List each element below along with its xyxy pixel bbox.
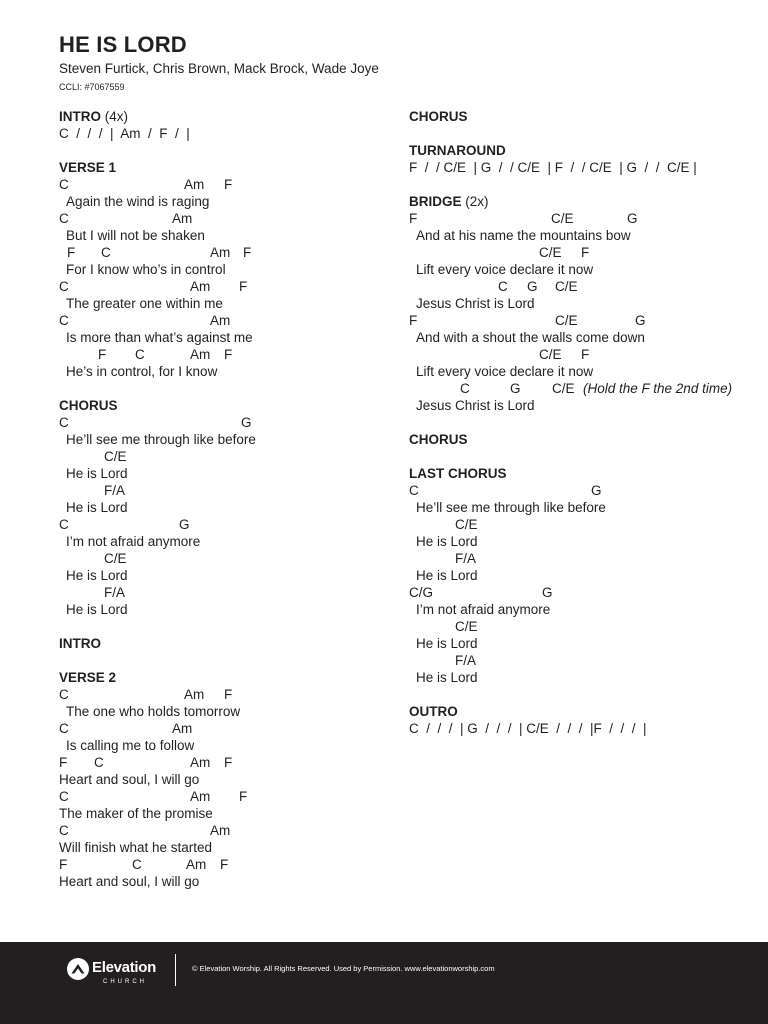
text-line: F / / C/E | G / / C/E | F / / C/E | G / / C/E | <box>409 160 697 175</box>
chord-line <box>59 754 399 771</box>
lyric-line: He is Lord <box>66 500 128 515</box>
chord: C <box>59 415 69 430</box>
chord: G <box>179 517 190 532</box>
chord: C/E <box>104 551 127 566</box>
ccli-number: CCLI: #7067559 <box>59 82 125 92</box>
text-line: Heart and soul, I will go <box>59 874 200 889</box>
chord: F <box>581 347 590 362</box>
chord-line <box>409 584 759 601</box>
chord-line <box>59 482 399 499</box>
chord: Am <box>190 755 211 770</box>
chord-line <box>59 822 399 839</box>
text-line: C / / / | G / / / | C/E / / / |F / / / | <box>409 721 647 736</box>
chord: F <box>224 687 233 702</box>
lyric-line: He is Lord <box>416 534 478 549</box>
lyric-line: He’ll see me through like before <box>416 500 606 515</box>
chord-line <box>59 686 399 703</box>
chord: F <box>239 789 248 804</box>
section-title: CHORUS <box>409 109 468 124</box>
chord: C/E <box>555 313 578 328</box>
chord-line <box>409 380 759 397</box>
song-authors: Steven Furtick, Chris Brown, Mack Brock, Wade Joye <box>59 61 379 76</box>
lyric-line: Jesus Christ is Lord <box>416 296 535 311</box>
elevation-mountain-icon <box>67 958 89 980</box>
chord: G <box>527 279 538 294</box>
section-verse-1 <box>59 159 399 380</box>
chord: F/A <box>455 551 477 566</box>
chord: C/E <box>455 517 478 532</box>
section-title: LAST CHORUS <box>409 466 507 481</box>
lyric-line: The greater one within me <box>66 296 223 311</box>
footer <box>0 942 768 1024</box>
chord: C <box>59 789 69 804</box>
section-title: CHORUS <box>59 398 118 413</box>
left-column <box>59 108 399 907</box>
chord: F <box>224 347 233 362</box>
chord: G <box>241 415 252 430</box>
chord: G <box>635 313 646 328</box>
chord: G <box>591 483 602 498</box>
lyric-line: For I know who’s in control <box>66 262 226 277</box>
section-heading <box>409 703 759 720</box>
chord: C/E <box>551 211 574 226</box>
footer-divider <box>175 954 176 986</box>
chord: C <box>59 211 69 226</box>
lyric-line: The one who holds tomorrow <box>66 704 241 719</box>
chord-line <box>409 550 759 567</box>
text-line: The maker of the promise <box>59 806 213 821</box>
chord: Am <box>172 211 193 226</box>
lyric-line: But I will not be shaken <box>66 228 205 243</box>
chord-line <box>59 516 399 533</box>
chord: Am <box>190 279 211 294</box>
lyric-line: He’ll see me through like before <box>66 432 256 447</box>
chord-line <box>409 278 759 295</box>
chord: C <box>460 381 470 396</box>
chord-line <box>59 856 399 873</box>
chord-line <box>59 414 399 431</box>
chord: F <box>239 279 248 294</box>
section-note: (2x) <box>461 194 489 209</box>
chord: F <box>67 245 76 260</box>
copyright-text: © Elevation Worship. All Rights Reserved. Used by Permission. www.elevationworship.com <box>192 964 495 973</box>
song-title: HE IS LORD <box>59 32 187 57</box>
right-column <box>409 108 759 754</box>
lyric-line: I’m not afraid anymore <box>416 602 551 617</box>
section-chorus <box>409 108 759 125</box>
chord: Am <box>190 789 211 804</box>
chord-line <box>409 346 759 363</box>
section-heading <box>59 397 399 414</box>
chord: F <box>220 857 229 872</box>
section-chorus <box>409 431 759 448</box>
chord: C <box>409 483 419 498</box>
chord: C <box>94 755 104 770</box>
chord: F <box>409 313 418 328</box>
lyric-line: He’s in control, for I know <box>66 364 218 379</box>
section-title: INTRO <box>59 109 101 124</box>
section-heading <box>59 108 399 125</box>
chord-line <box>59 720 399 737</box>
chord: F <box>224 177 233 192</box>
section-intro <box>59 635 399 652</box>
chord: F <box>409 211 418 226</box>
chord: Am <box>210 823 231 838</box>
chord: C <box>101 245 111 260</box>
section-turnaround <box>409 142 759 176</box>
chord: F <box>243 245 252 260</box>
section-title: OUTRO <box>409 704 458 719</box>
chord: C <box>59 279 69 294</box>
chord: Am <box>172 721 193 736</box>
chord: C <box>59 517 69 532</box>
chord: C <box>59 721 69 736</box>
chord: C/E <box>539 245 562 260</box>
chord: G <box>510 381 521 396</box>
chord-line <box>409 618 759 635</box>
chord: C <box>59 687 69 702</box>
section-chorus <box>59 397 399 618</box>
chord: C/E <box>104 449 127 464</box>
section-intro <box>59 108 399 142</box>
chord-line <box>59 584 399 601</box>
chord-line <box>59 312 399 329</box>
chord: C/E <box>555 279 578 294</box>
section-heading <box>409 465 759 482</box>
chord-line <box>59 346 399 363</box>
lyric-line: I’m not afraid anymore <box>66 534 201 549</box>
section-heading <box>409 193 759 210</box>
chord: C/E <box>455 619 478 634</box>
text-line: Heart and soul, I will go <box>59 772 200 787</box>
chord-line <box>59 176 399 193</box>
section-heading <box>409 108 759 125</box>
chord: Am <box>210 313 231 328</box>
logo-wordmark: Elevation <box>92 959 156 976</box>
lyric-line: Jesus Christ is Lord <box>416 398 535 413</box>
chord: F <box>581 245 590 260</box>
section-note: (4x) <box>101 109 128 124</box>
chord: G <box>542 585 553 600</box>
chord: C <box>498 279 508 294</box>
chord: G <box>627 211 638 226</box>
section-heading <box>59 669 399 686</box>
section-heading <box>59 635 399 652</box>
section-title: VERSE 2 <box>59 670 117 685</box>
section-outro <box>409 703 759 737</box>
lyric-line: And with a shout the walls come down <box>416 330 645 345</box>
text-line: Will finish what he started <box>59 840 213 855</box>
section-heading <box>409 431 759 448</box>
section-last-chorus <box>409 465 759 686</box>
performance-note: (Hold the F the 2nd time) <box>583 381 733 396</box>
chord: C <box>59 177 69 192</box>
section-heading <box>409 142 759 159</box>
chord-line <box>59 278 399 295</box>
lyric-line: Is more than what’s against me <box>66 330 253 345</box>
lyric-line: He is Lord <box>416 670 478 685</box>
chord-line <box>409 482 759 499</box>
section-bridge <box>409 193 759 414</box>
lyric-line: He is Lord <box>66 568 128 583</box>
chord: F <box>224 755 233 770</box>
section-title: INTRO <box>59 636 101 651</box>
lyric-line: Is calling me to follow <box>66 738 195 753</box>
text-line: C / / / | Am / F / | <box>59 126 190 141</box>
chord-line <box>59 448 399 465</box>
chord: C/G <box>409 585 434 600</box>
chord: C <box>59 313 69 328</box>
chord: Am <box>184 177 205 192</box>
chord: F <box>59 755 68 770</box>
lyric-line: Lift every voice declare it now <box>416 364 594 379</box>
chord: C <box>59 823 69 838</box>
chord: F/A <box>104 585 126 600</box>
chord-line <box>59 244 399 261</box>
lyric-line: Again the wind is raging <box>66 194 210 209</box>
chord: Am <box>184 687 205 702</box>
section-verse-2 <box>59 669 399 890</box>
chord: F <box>59 857 68 872</box>
elevation-logo <box>67 958 167 988</box>
lyric-line: Lift every voice declare it now <box>416 262 594 277</box>
section-title: TURNAROUND <box>409 143 506 158</box>
chord: Am <box>190 347 211 362</box>
section-heading <box>59 159 399 176</box>
chord: C <box>132 857 142 872</box>
song-header <box>59 32 719 93</box>
lyric-line: He is Lord <box>416 636 478 651</box>
logo-subtitle: CHURCH <box>103 979 147 985</box>
lyric-line: He is Lord <box>416 568 478 583</box>
chord-line <box>59 210 399 227</box>
section-title: CHORUS <box>409 432 468 447</box>
lyric-line: And at his name the mountains bow <box>416 228 631 243</box>
section-title: BRIDGE <box>409 194 462 209</box>
lyric-line: He is Lord <box>66 466 128 481</box>
chord-line <box>59 788 399 805</box>
chord-line <box>409 244 759 261</box>
section-title: VERSE 1 <box>59 160 117 175</box>
chord-line <box>409 516 759 533</box>
chord: F/A <box>455 653 477 668</box>
chord-line <box>409 652 759 669</box>
chord-line <box>59 550 399 567</box>
chord-line <box>409 210 759 227</box>
lyric-line: He is Lord <box>66 602 128 617</box>
chord: F <box>98 347 107 362</box>
chord: Am <box>210 245 231 260</box>
chord: Am <box>186 857 207 872</box>
chord: C/E <box>539 347 562 362</box>
chord: C <box>135 347 145 362</box>
chord: F/A <box>104 483 126 498</box>
chord: C/E <box>552 381 575 396</box>
chord-line <box>409 312 759 329</box>
